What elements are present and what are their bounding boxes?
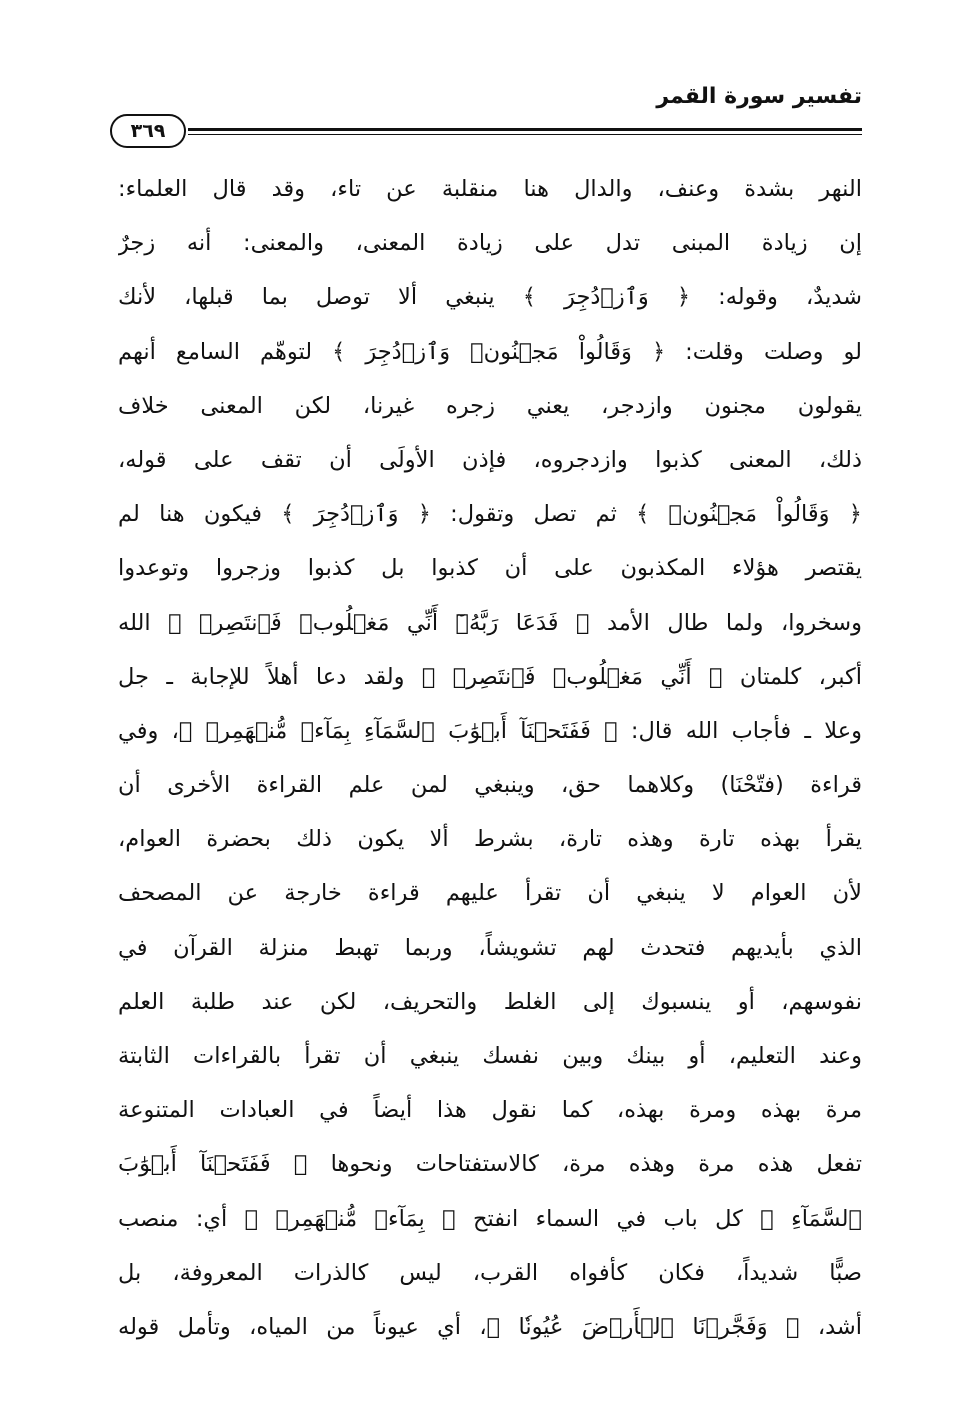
- text-line: إن زيادة المبنى تدل على زيادة المعنى، والمعنى: أنه زجرٌ: [118, 230, 862, 257]
- text-line: ﴿ وَقَالُواْ مَجۡنُونٞ ﴾ ثم تصل وتقول: ﴿ وَٱزۡدُجِرَ ﴾ فيكون هنا لم: [118, 501, 862, 528]
- text-line: وعند التعليم، أو بينك وبين نفسك ينبغي أن تقرأ بالقراءات الثابتة: [118, 1043, 862, 1069]
- text-line: ٱلسَّمَآءِ ﴾ كل باب في السماء انفتح ﴿ بِمَآءٖ مُّنۡهَمِرٖ ﴾ أي: منصب: [118, 1205, 862, 1232]
- text-line: النهر بشدة وعنف، والدال هنا منقلبة عن تاء، وقد قال العلماء:: [118, 176, 862, 202]
- text-line: شديدٌ، وقوله: ﴿ وَٱزۡدُجِرَ ﴾ ينبغي ألا توصل بما قبلها، لأنك: [118, 284, 862, 311]
- text-line: نفوسهم، أو ينسبوك إلى الغلط والتحريف، لكن عند طلبة العلم: [118, 988, 862, 1015]
- text-line: صبًّا شديداً، فكان كأفواه القرب، ليس كالذرات المعروفة، بل: [118, 1259, 862, 1286]
- text-line: لأن العوام لا ينبغي أن تقرأ عليهم قراءة خارجة عن المصحف: [118, 880, 862, 907]
- text-line: أشد، ﴿ وَفَجَّرۡنَا ٱلۡأَرۡضَ عُيُونٗا ﴾، أي عيوناً من المياه، وتأمل قوله: [118, 1313, 862, 1340]
- text-line: تفعل هذه مرة وهذه مرة، كالاستفتاحات ونحوها ﴿ فَفَتَحۡنَآ أَبۡوَٰبَ: [118, 1151, 862, 1178]
- running-title: تفسير سورة القمر: [656, 84, 862, 109]
- page-header: [110, 78, 862, 148]
- text-line: وعلا ـ فأجاب الله قال: ﴿ فَفَتَحۡنَآ أَبۡوَٰبَ ٱلسَّمَآءِ بِمَآءٖ مُّنۡهَمِرٖ ﴾، وفي: [118, 717, 862, 744]
- text-line: يقولون مجنون وازدجر، يعني زجره غيرنا، لكن المعنى خلاف: [118, 392, 862, 419]
- text-line: الذي بأيديهم فتحدث لهم تشويشاً، وربما تهبط منزلة القرآن في: [118, 934, 862, 961]
- body-text: [118, 162, 862, 1354]
- page-number: ٣٦٩: [110, 114, 186, 148]
- text-line: ذلك، المعنى كذبوا وازدجروه، فإذن الأولَى أن تقف على قوله،: [118, 446, 862, 473]
- text-line: يقتصر هؤلاء المكذبون على أن كذبوا بل كذبوا وزجروا وتوعدوا: [118, 555, 862, 582]
- text-line: يقرأ بهذه تارة وهذه تارة، بشرط ألا يكون ذلك بحضرة العوام،: [118, 826, 862, 853]
- text-line: أكبر، كلمتان ﴿ أَنِّي مَغۡلُوبٞ فَٱنتَصِرۡ ﴾ ولقد دعا أهلاً للإجابة ـ جل: [118, 663, 862, 690]
- text-line: مرة بهذه ومرة بهذه، كما نقول هذا أيضاً في العبادات المتنوعة: [118, 1097, 862, 1124]
- header-rule: [188, 128, 862, 131]
- header-rule-thin: [188, 134, 862, 135]
- text-line: لو وصلت وقلت: ﴿ وَقَالُواْ مَجۡنُونٞ وَٱزۡدُجِرَ ﴾ لتوهّم السامع أنهم: [118, 338, 862, 365]
- text-line: وسخروا، ولما طال الأمد ﴿ فَدَعَا رَبَّهُۥٓ أَنِّي مَغۡلُوبٞ فَٱنتَصِرۡ ﴾ الله: [118, 609, 862, 636]
- text-line: قراءة (فتّحْنَا) وكلاهما حق، وينبغي لمن علم القراءة الأخرى أن: [118, 772, 862, 799]
